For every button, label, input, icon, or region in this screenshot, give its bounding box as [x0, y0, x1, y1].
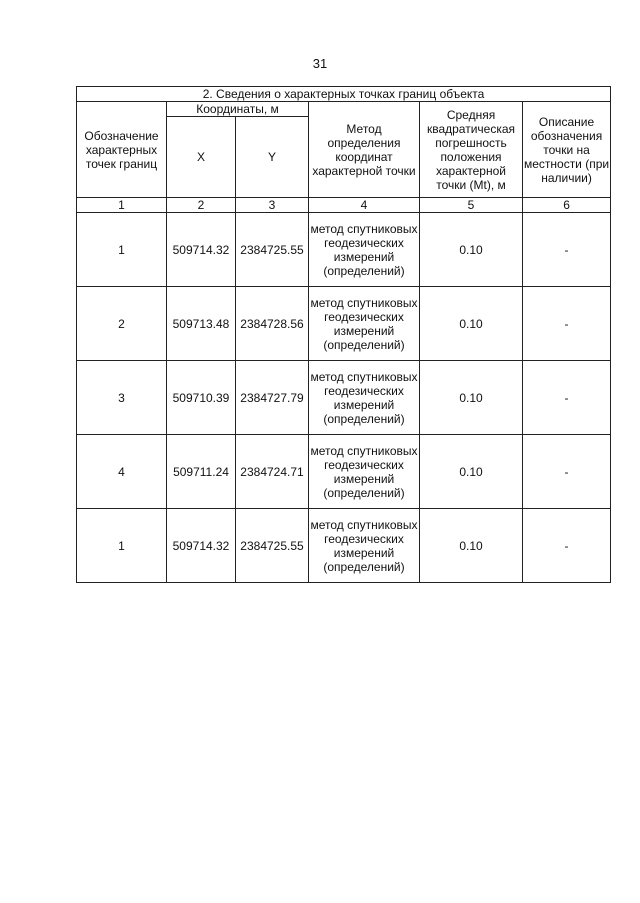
cell-error: 0.10: [420, 361, 523, 435]
cell-description: -: [523, 435, 611, 509]
cell-description: -: [523, 213, 611, 287]
column-number: 1: [77, 198, 167, 213]
table-header-row: [77, 102, 611, 117]
cell-y: 2384724.71: [236, 435, 309, 509]
column-number: 4: [309, 198, 420, 213]
column-number: 6: [523, 198, 611, 213]
column-number: 5: [420, 198, 523, 213]
cell-error: 0.10: [420, 213, 523, 287]
cell-x: 509711.24: [167, 435, 236, 509]
table-caption: 2. Сведения о характерных точках границ объекта: [77, 87, 611, 102]
header-coordinates: Координаты, м: [167, 102, 309, 117]
column-number: 3: [236, 198, 309, 213]
table-row: [77, 435, 611, 509]
cell-method: метод спутниковых геодезических измерений (определений): [309, 435, 420, 509]
cell-error: 0.10: [420, 287, 523, 361]
header-point-designation: Обозначение характерных точек границ: [77, 102, 167, 198]
header-description: Описание обозначения точки на местности (при наличии): [523, 102, 611, 198]
cell-description: -: [523, 287, 611, 361]
cell-error: 0.10: [420, 435, 523, 509]
header-y: Y: [236, 117, 309, 198]
cell-point: 3: [77, 361, 167, 435]
cell-method: метод спутниковых геодезических измерений (определений): [309, 287, 420, 361]
page-number: 31: [312, 56, 328, 71]
table-row: [77, 361, 611, 435]
cell-y: 2384725.55: [236, 213, 309, 287]
table-caption-row: [77, 87, 611, 102]
column-number: 2: [167, 198, 236, 213]
table-row: [77, 213, 611, 287]
table-row: [77, 287, 611, 361]
cell-description: -: [523, 361, 611, 435]
cell-method: метод спутниковых геодезических измерений (определений): [309, 213, 420, 287]
cell-x: 509713.48: [167, 287, 236, 361]
header-x: X: [167, 117, 236, 198]
cell-point: 2: [77, 287, 167, 361]
cell-y: 2384725.55: [236, 509, 309, 583]
table-row: [77, 509, 611, 583]
boundary-points-table: [76, 86, 611, 583]
cell-method: метод спутниковых геодезических измерений (определений): [309, 361, 420, 435]
cell-y: 2384728.56: [236, 287, 309, 361]
cell-description: -: [523, 509, 611, 583]
cell-y: 2384727.79: [236, 361, 309, 435]
cell-point: 4: [77, 435, 167, 509]
cell-x: 509714.32: [167, 509, 236, 583]
cell-error: 0.10: [420, 509, 523, 583]
cell-point: 1: [77, 213, 167, 287]
cell-point: 1: [77, 509, 167, 583]
header-method: Метод определения координат характерной точки: [309, 102, 420, 198]
header-mean-error: Средняя квадратическая погрешность положения характерной точки (Mt), м: [420, 102, 523, 198]
column-numbers-row: [77, 198, 611, 213]
cell-x: 509710.39: [167, 361, 236, 435]
cell-method: метод спутниковых геодезических измерений (определений): [309, 509, 420, 583]
cell-x: 509714.32: [167, 213, 236, 287]
